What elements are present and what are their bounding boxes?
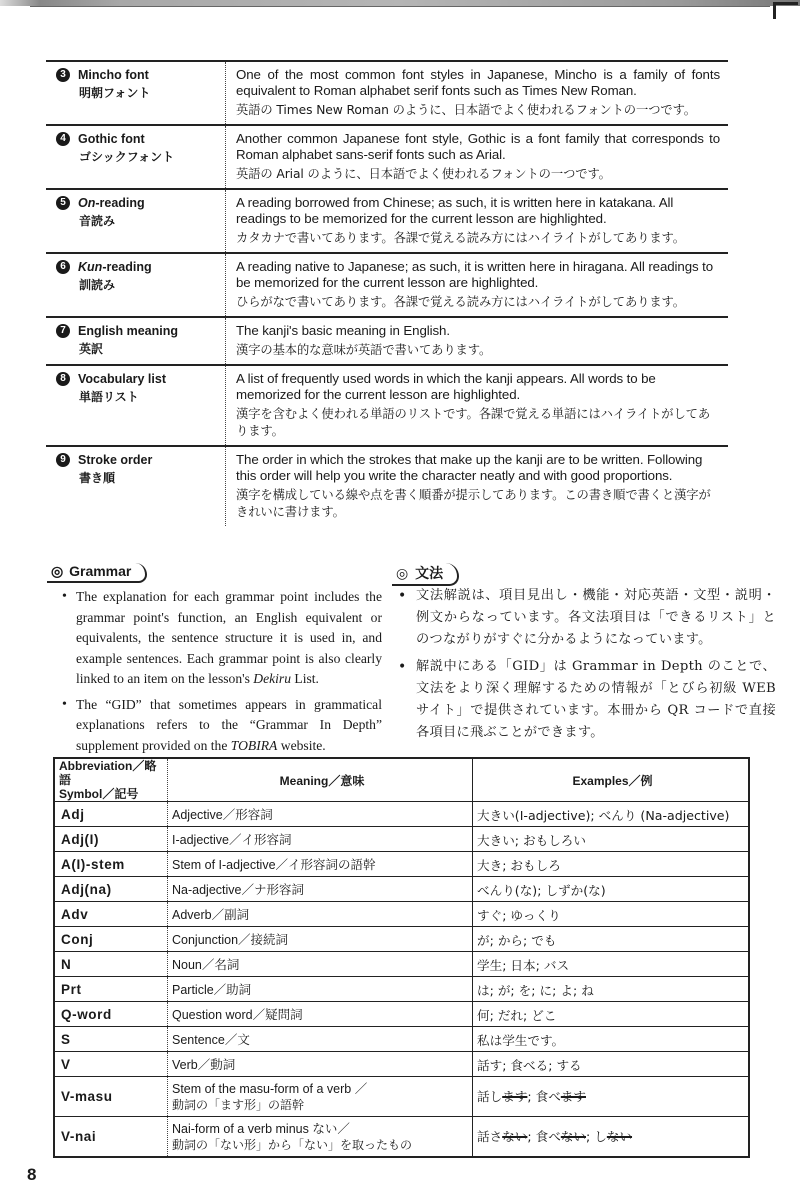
list-item: • The explanation for each grammar point includes the grammar point's function, an English equivalent or equivalents, the sentence structure it is used in, and example sentences. Each grammar point is also clearly linked to an item on the lesson's Dekiru List. bbox=[62, 587, 382, 690]
table-row bbox=[54, 927, 749, 952]
number-badge-icon: 7 bbox=[56, 324, 70, 338]
struck-ending: ます bbox=[560, 1088, 586, 1104]
table-row bbox=[54, 902, 749, 927]
example-cell: 何; だれ; どこ bbox=[473, 1002, 750, 1027]
meaning-cell-line2: 動詞の「ない形」から「ない」を取ったもの bbox=[172, 1137, 413, 1152]
meaning-cell: I-adjective／イ形容詞 bbox=[168, 827, 473, 852]
meaning-cell: Sentence／文 bbox=[168, 1027, 473, 1052]
meaning-cell: Particle／助詞 bbox=[168, 977, 473, 1002]
example-cell: 大き; おもしろ bbox=[473, 852, 750, 877]
term-jp: 単語リスト bbox=[79, 390, 139, 404]
table-row bbox=[46, 126, 728, 190]
abbr-cell: S bbox=[54, 1027, 168, 1052]
term-en-italic: Kun bbox=[78, 260, 103, 274]
abbr-cell: V-masu bbox=[54, 1077, 168, 1117]
double-circle-icon: ◎ bbox=[51, 563, 64, 579]
table-row bbox=[54, 952, 749, 977]
table-row bbox=[54, 877, 749, 902]
number-badge-icon: 8 bbox=[56, 372, 70, 386]
term-en: -reading bbox=[95, 196, 145, 210]
term-jp: 訓読み bbox=[79, 278, 116, 292]
table-row bbox=[54, 977, 749, 1002]
description-en: One of the most common font styles in Japanese, Mincho is a family of fonts equivalent to Roman alphabet serif fonts such as Times New Roman. bbox=[236, 67, 720, 98]
description-jp: ひらがなで書いてあります。各課で覚える読み方にはハイライトがしてあります。 bbox=[236, 295, 685, 309]
header-meaning: Meaning／意味 bbox=[168, 758, 473, 802]
number-badge-icon: 9 bbox=[56, 453, 70, 467]
abbr-cell: Conj bbox=[54, 927, 168, 952]
struck-ending: ます bbox=[502, 1088, 528, 1104]
meaning-cell: Adverb／副詞 bbox=[168, 902, 473, 927]
example-cell: 大きい(I-adjective); べんり (Na-adjective) bbox=[473, 802, 750, 827]
term-en: English meaning bbox=[78, 324, 179, 338]
meaning-cell: Question word／疑問詞 bbox=[168, 1002, 473, 1027]
term-jp: 書き順 bbox=[79, 471, 116, 485]
abbr-cell: Q-word bbox=[54, 1002, 168, 1027]
abbreviation-table bbox=[53, 757, 750, 1158]
table-header-row bbox=[54, 758, 749, 802]
meaning-cell: Na-adjective／ナ形容詞 bbox=[168, 877, 473, 902]
term-en: Vocabulary list bbox=[78, 372, 166, 386]
description-en: The order in which the strokes that make up the kanji are to be written. Following this order will help you write the character neatly and with good proportions. bbox=[236, 452, 703, 483]
abbr-cell: Adj(I) bbox=[54, 827, 168, 852]
description-jp: カタカナで書いてあります。各課で覚える読み方にはハイライトがしてあります。 bbox=[236, 231, 685, 245]
table-row bbox=[54, 827, 749, 852]
table-row bbox=[46, 447, 728, 526]
term-jp: 音読み bbox=[79, 214, 116, 228]
example-cell: 話す; 食べる; する bbox=[473, 1052, 750, 1077]
term-jp: 英訳 bbox=[79, 342, 104, 356]
list-item: • 解説中にある「GID」は Grammar in Depth のことで、文法をより深く理解するための情報が「とびら初級 WEB サイト」で提供されています。本冊から QR コードで直接各項目に飛ぶことができます。 bbox=[394, 656, 776, 744]
meaning-cell: Conjunction／接続詞 bbox=[168, 927, 473, 952]
description-en: A reading native to Japanese; as such, it is written here in hiragana. All readings to be memorized for the current lesson are highlighted. bbox=[236, 259, 714, 290]
example-cell: 話します; 食べます bbox=[473, 1077, 750, 1117]
table-row bbox=[54, 852, 749, 877]
example-cell: 学生; 日本; バス bbox=[473, 952, 750, 977]
meaning-cell-line1: Stem of the masu-form of a verb ／ bbox=[172, 1081, 368, 1096]
description-jp: 英語の Arial のように、日本語でよく使われるフォントの一つです。 bbox=[236, 167, 611, 181]
table-row bbox=[46, 190, 728, 254]
term-jp: 明朝フォント bbox=[79, 86, 151, 100]
meaning-cell: Adjective／形容詞 bbox=[168, 802, 473, 827]
abbr-cell: Adv bbox=[54, 902, 168, 927]
meaning-cell: Verb／動詞 bbox=[168, 1052, 473, 1077]
table-row bbox=[46, 366, 728, 447]
term-jp: ゴシックフォント bbox=[79, 150, 175, 164]
table-row bbox=[54, 802, 749, 827]
example-cell: すぐ; ゆっくり bbox=[473, 902, 750, 927]
grammar-description-jp bbox=[394, 585, 776, 749]
description-jp: 漢字を構成している線や点を書く順番が提示してあります。この書き順で書くと漢字がきれいに書けます。 bbox=[236, 488, 711, 519]
meaning-cell: Stem of I-adjective／イ形容詞の語幹 bbox=[168, 852, 473, 877]
description-jp: 漢字を含むよく使われる単語のリストです。各課で覚える単語にはハイライトがしてあります。 bbox=[236, 407, 711, 438]
example-cell: は; が; を; に; よ; ね bbox=[473, 977, 750, 1002]
table-row bbox=[54, 1027, 749, 1052]
number-badge-icon: 5 bbox=[56, 196, 70, 210]
struck-ending: ない bbox=[560, 1128, 586, 1144]
number-badge-icon: 6 bbox=[56, 260, 70, 274]
term-en: Stroke order bbox=[78, 453, 153, 467]
page-corner-mark bbox=[773, 2, 798, 19]
table-row bbox=[46, 318, 728, 366]
description-en: A reading borrowed from Chinese; as such, it is written here in katakana. All readings to be memorized for the current lesson are highlighted. bbox=[236, 195, 674, 226]
example-cell: 私は学生です。 bbox=[473, 1027, 750, 1052]
meaning-cell: Noun／名詞 bbox=[168, 952, 473, 977]
list-item: • 文法解説は、項目見出し・機能・対応英語・文型・説明・例文からなっています。各文法項目は「できるリスト」とのつながりがすぐに分かるようになっています。 bbox=[394, 585, 776, 651]
table-row bbox=[54, 1052, 749, 1077]
term-en: Mincho font bbox=[78, 68, 149, 82]
meaning-cell-line2: 動詞の「ます形」の語幹 bbox=[172, 1097, 305, 1112]
table-row bbox=[46, 62, 728, 126]
term-en: Gothic font bbox=[78, 132, 145, 146]
number-badge-icon: 3 bbox=[56, 68, 70, 82]
meaning-cell-line1: Nai-form of a verb minus ない／ bbox=[172, 1121, 350, 1136]
abbr-cell: V-nai bbox=[54, 1117, 168, 1158]
term-en-italic: On bbox=[78, 196, 96, 210]
example-cell: 話さない; 食べない; しない bbox=[473, 1117, 750, 1158]
list-item: • The “GID” that sometimes appears in grammatical explanations refers to the “Grammar In Depth” supplement provided on the TOBIRA website. bbox=[62, 695, 382, 757]
header-abbreviation: Abbreviation／略語 bbox=[59, 759, 157, 787]
description-jp: 英語の Times New Roman のように、日本語でよく使われるフォントの一つです。 bbox=[236, 103, 696, 117]
page-number: 8 bbox=[27, 1165, 37, 1184]
struck-ending: ない bbox=[502, 1128, 528, 1144]
abbr-cell: N bbox=[54, 952, 168, 977]
header-examples: Examples／例 bbox=[473, 758, 750, 802]
table-row bbox=[54, 1077, 749, 1117]
table-row bbox=[46, 254, 728, 318]
example-cell: が; から; でも bbox=[473, 927, 750, 952]
example-cell: べんり(な); しずか(な) bbox=[473, 877, 750, 902]
header-symbol: Symbol／記号 bbox=[59, 787, 139, 801]
term-en: -reading bbox=[102, 260, 152, 274]
abbr-cell: A(I)-stem bbox=[54, 852, 168, 877]
abbr-cell: V bbox=[54, 1052, 168, 1077]
section-heading-grammar: ◎ Grammar bbox=[47, 563, 147, 583]
kanji-entry-legend-table bbox=[46, 60, 728, 526]
description-en: A list of frequently used words in which the kanji appears. All words to be memorized for the current lesson are highlighted. bbox=[236, 371, 656, 402]
double-circle-icon: ◎ bbox=[396, 566, 409, 582]
abbr-cell: Adj bbox=[54, 802, 168, 827]
description-en: The kanji's basic meaning in English. bbox=[236, 323, 450, 338]
table-row bbox=[54, 1117, 749, 1158]
description-jp: 漢字の基本的な意味が英語で書いてあります。 bbox=[236, 343, 492, 357]
abbr-cell: Prt bbox=[54, 977, 168, 1002]
grammar-description-en bbox=[62, 587, 382, 761]
table-row bbox=[54, 1002, 749, 1027]
struck-ending: ない bbox=[606, 1128, 633, 1144]
abbr-cell: Adj(na) bbox=[54, 877, 168, 902]
number-badge-icon: 4 bbox=[56, 132, 70, 146]
section-heading-bunpou: ◎ 文法 bbox=[392, 563, 459, 586]
description-en: Another common Japanese font style, Gothic is a font family that corresponds to Roman alphabet sans-serif fonts such as Arial. bbox=[236, 131, 720, 162]
scan-edge-line bbox=[30, 6, 770, 7]
example-cell: 大きい; おもしろい bbox=[473, 827, 750, 852]
